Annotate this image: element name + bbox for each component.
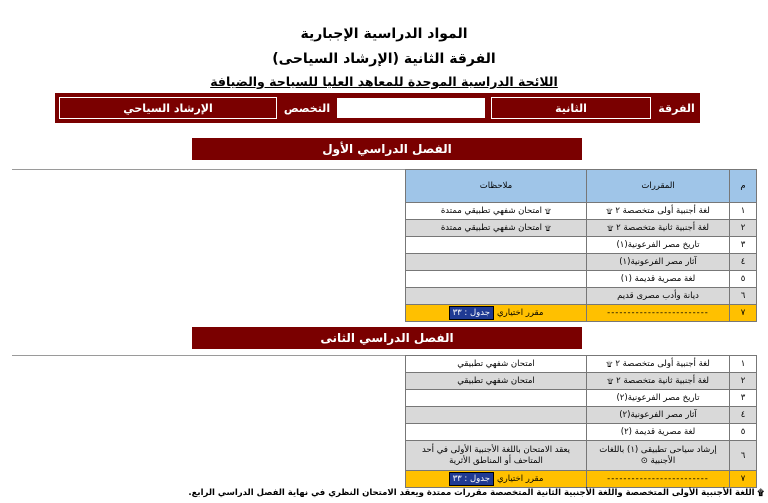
table-row xyxy=(406,203,757,220)
semester2-title: الفصل الدراسي الثانى xyxy=(192,327,582,349)
row-number: ٤ xyxy=(730,254,757,271)
table-row xyxy=(406,254,757,271)
row-number: ٥ xyxy=(730,424,757,441)
row-course: لغة أجنبية ثانية متخصصة ٢ ۩ xyxy=(587,373,730,390)
row-notes: يعقد الامتحان باللغة الأجنبية الأولى في أحد المتاحف أو المناطق الأثرية xyxy=(406,441,587,471)
row-course: لغة مصرية قديمة (٢) xyxy=(587,424,730,441)
row-notes xyxy=(406,254,587,271)
row-number: ٢ xyxy=(730,373,757,390)
semester2-table xyxy=(405,355,757,488)
row-course: إرشاد سياحى تطبيقى (١) باللغات الأجنبية ⊙ xyxy=(587,441,730,471)
year-value: الثانية xyxy=(491,97,651,119)
row-notes: ۩ امتحان شفهي تطبيقي ممتدة xyxy=(406,220,587,237)
year-label: الفرقة xyxy=(658,101,695,115)
row-notes xyxy=(406,237,587,254)
table-row xyxy=(406,424,757,441)
table-ref-badge: جدول : ٣٣ xyxy=(449,306,494,320)
notes-header: ملاحظات xyxy=(406,170,587,203)
table-row xyxy=(406,373,757,390)
row-number: ٦ xyxy=(730,288,757,305)
page-subtitle: الفرقة الثانية (الإرشاد السياحى) xyxy=(272,51,496,67)
table-row xyxy=(406,407,757,424)
row-number: ٦ xyxy=(730,441,757,471)
row-number: ٣ xyxy=(730,390,757,407)
row-course: آثار مصر الفرعونية(٢) xyxy=(587,407,730,424)
row-number: ٧ xyxy=(730,305,757,322)
row-number: ٣ xyxy=(730,237,757,254)
divider-line xyxy=(12,355,405,356)
table-row xyxy=(406,237,757,254)
elective-row xyxy=(406,305,757,322)
row-notes: امتحان شفهي تطبيقي xyxy=(406,356,587,373)
semester1-table xyxy=(405,169,757,322)
specialty-label: التخصص xyxy=(283,101,331,115)
row-course: لغة أجنبية أولى متخصصة ٢ ۩ xyxy=(587,203,730,220)
row-number: ٢ xyxy=(730,220,757,237)
row-course: آثار مصر الفرعونية(١) xyxy=(587,254,730,271)
row-number: ١ xyxy=(730,356,757,373)
elective-notes xyxy=(406,471,587,488)
table-row xyxy=(406,441,757,471)
table-ref-badge: جدول : ٣٣ xyxy=(449,472,494,486)
row-notes: امتحان شفهي تطبيقي xyxy=(406,373,587,390)
row-notes xyxy=(406,288,587,305)
row-notes xyxy=(406,424,587,441)
semester1-title: الفصل الدراسي الأول xyxy=(192,138,582,160)
row-course: تاريخ مصر الفرعونية(٢) xyxy=(587,390,730,407)
row-number: ٤ xyxy=(730,407,757,424)
elective-row xyxy=(406,471,757,488)
specialty-value: الإرشاد السياحي xyxy=(59,97,277,119)
info-bar xyxy=(55,93,700,123)
regulation-title: اللائحة الدراسية الموحدة للمعاهد العليا للسياحة والضيافة xyxy=(210,74,558,89)
elective-label: مقرر اختياري xyxy=(496,474,544,484)
table-row xyxy=(406,288,757,305)
row-notes xyxy=(406,407,587,424)
table-header-row xyxy=(406,170,757,203)
row-number: ١ xyxy=(730,203,757,220)
row-notes: ۩ امتحان شفهي تطبيقي ممتدة xyxy=(406,203,587,220)
row-course: لغة أجنبية أولى متخصصة ٢ ۩ xyxy=(587,356,730,373)
elective-label: مقرر اختياري xyxy=(496,308,544,318)
row-notes xyxy=(406,390,587,407)
table-row xyxy=(406,271,757,288)
table-row xyxy=(406,390,757,407)
table-row xyxy=(406,220,757,237)
elective-course: ------------------------- xyxy=(587,305,730,322)
row-number: ٥ xyxy=(730,271,757,288)
row-notes xyxy=(406,271,587,288)
footnote: ۩ اللغة الأجنبية الأولى المتخصصة واللغة الأجنبية الثانية المتخصصة مقررات ممتدة ويعقد الامتحان النظري في نهاية الفصل الدراسي الرابع. xyxy=(188,488,764,498)
row-course: لغة مصرية قديمة (١) xyxy=(587,271,730,288)
table-row xyxy=(406,356,757,373)
course-header: المقررات xyxy=(587,170,730,203)
divider-line xyxy=(12,169,405,170)
page-title: المواد الدراسية الإجبارية xyxy=(300,26,468,42)
row-course: ديانة وأدب مصرى قديم xyxy=(587,288,730,305)
number-header: م xyxy=(730,170,757,203)
row-course: تاريخ مصر الفرعونية(١) xyxy=(587,237,730,254)
row-number: ٧ xyxy=(730,471,757,488)
elective-notes xyxy=(406,305,587,322)
row-course: لغة أجنبية ثانية متخصصة ٢ ۩ xyxy=(587,220,730,237)
blank-field xyxy=(336,97,486,119)
elective-course: ------------------------- xyxy=(587,471,730,488)
